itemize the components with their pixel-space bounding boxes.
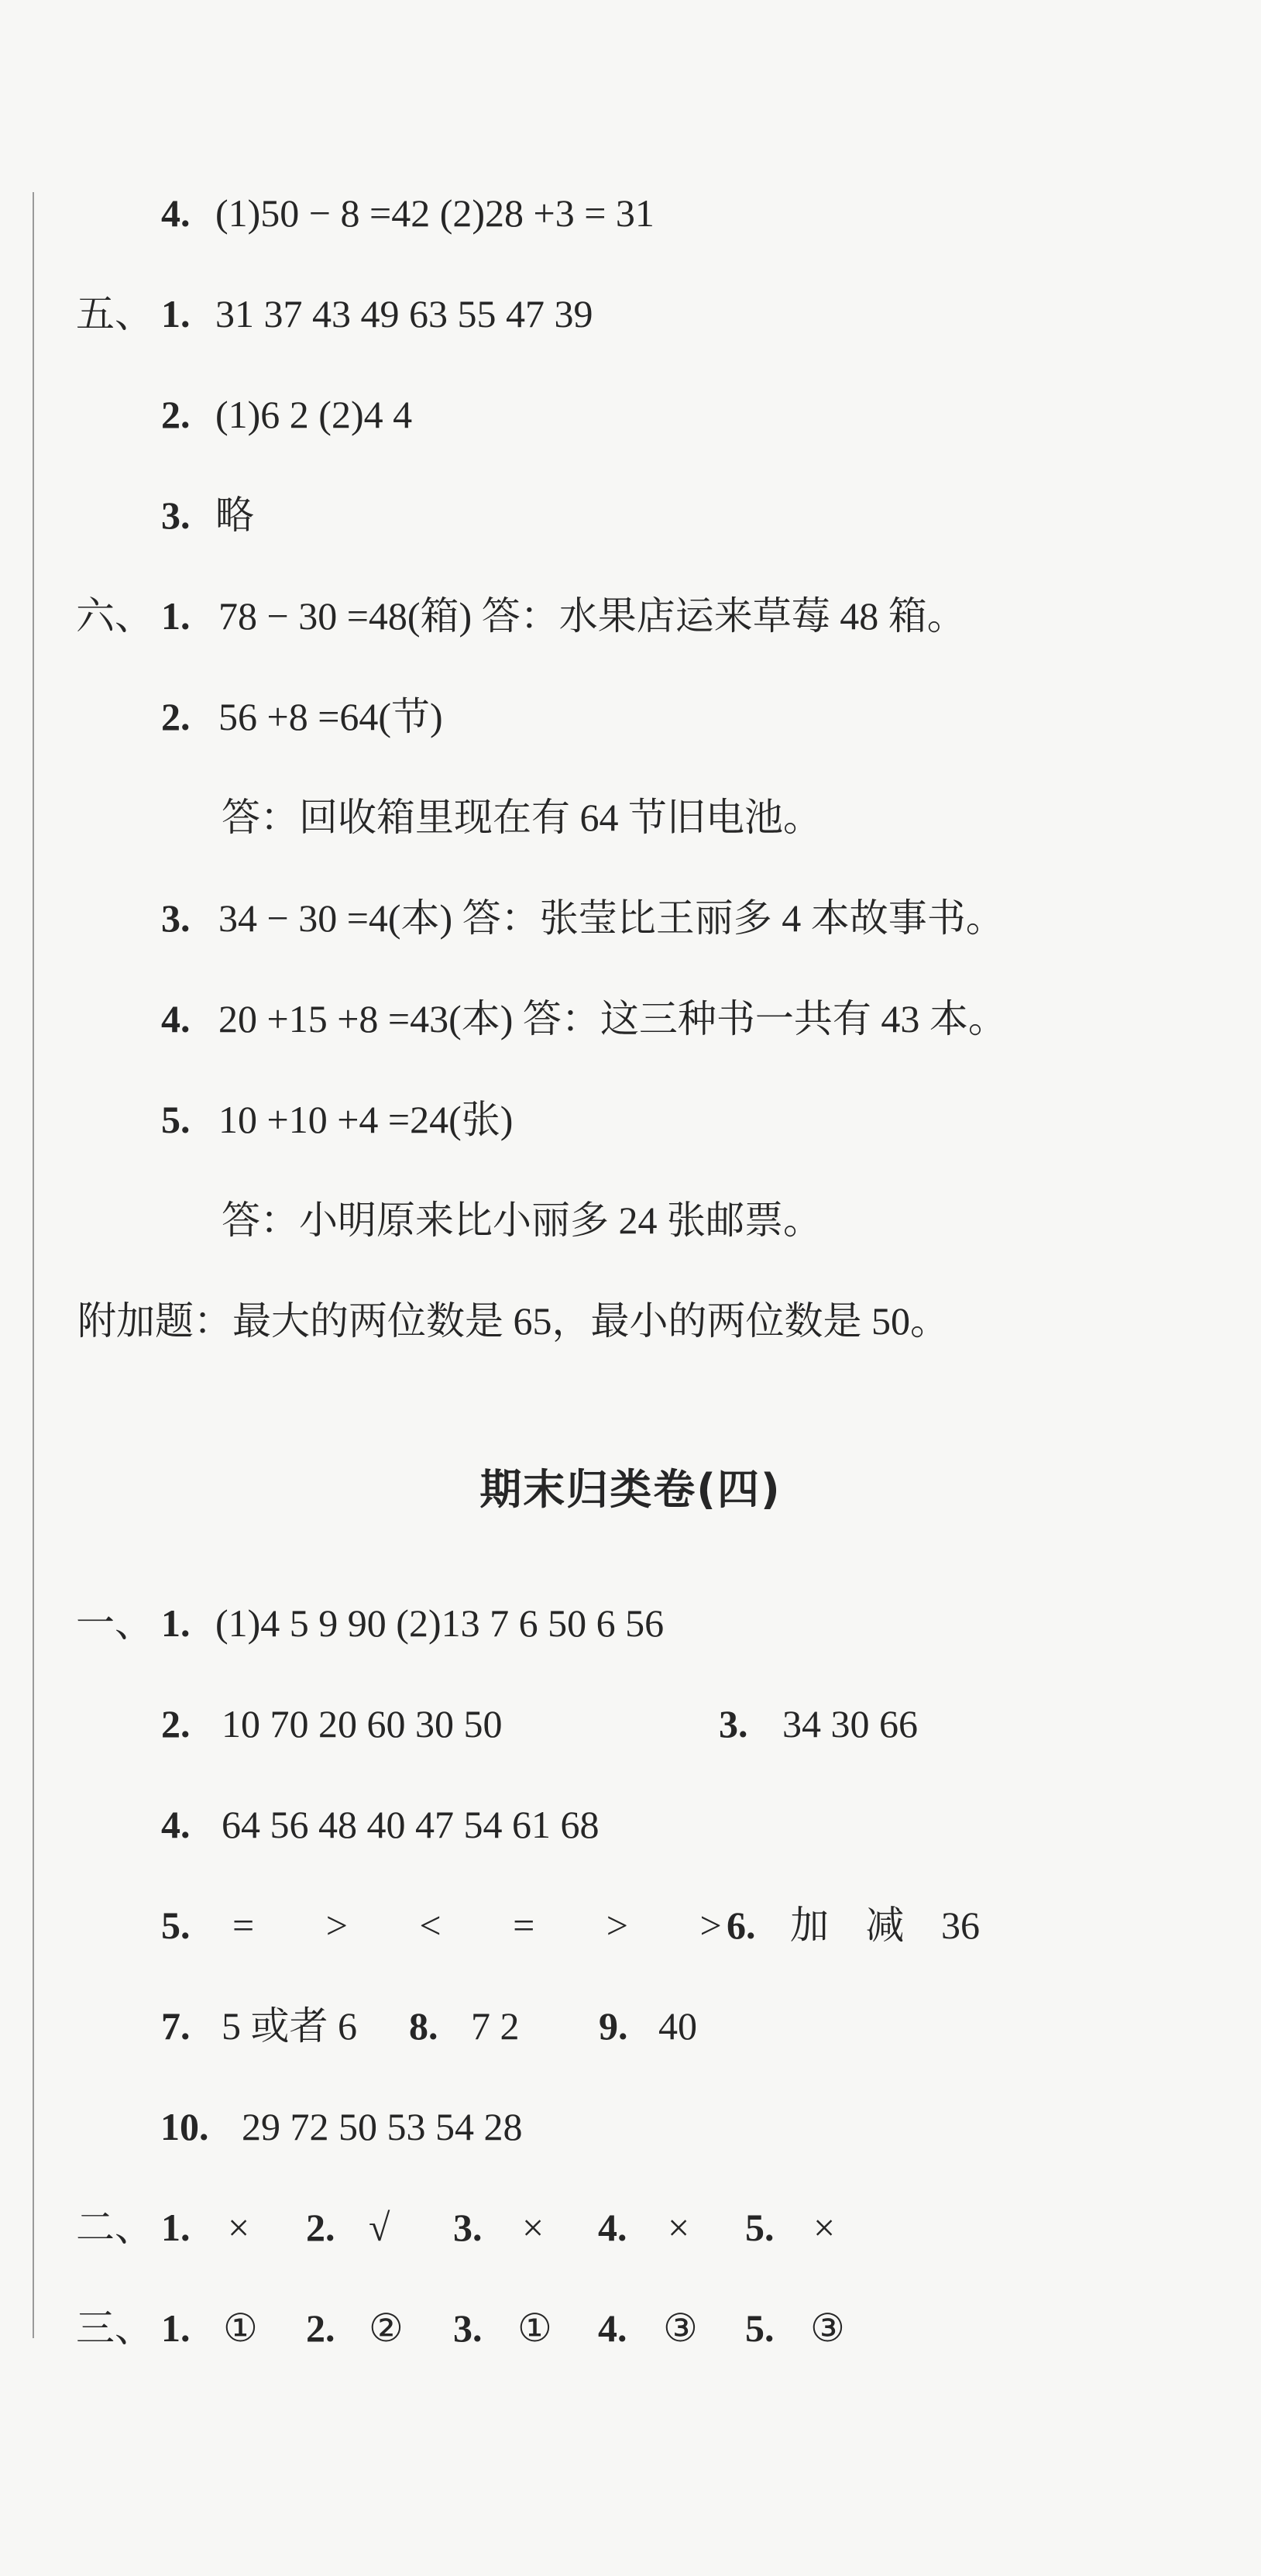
answer-text: 31 37 43 49 63 55 47 39 <box>215 292 593 335</box>
question-number: 2. <box>161 393 191 436</box>
question-number: 4. <box>161 191 191 235</box>
question-number: 2. <box>306 2206 335 2249</box>
answer-text: 10 +10 +4 =24(张) <box>218 1098 514 1141</box>
question-number: 2. <box>161 1702 191 1745</box>
question-number: 3. <box>161 494 191 537</box>
answer-text: ① <box>223 2306 258 2350</box>
question-number: 1. <box>161 2206 191 2249</box>
answer-text: 34 − 30 =4(本) 答：张莹比王丽多 4 本故事书。 <box>218 896 1005 940</box>
answer-text: 5 或者 6 <box>222 2004 357 2048</box>
answer-text: ③ <box>663 2306 698 2350</box>
question-number: 1. <box>161 2306 191 2350</box>
question-number: 7. <box>161 2004 191 2048</box>
question-number: 6. <box>727 1904 756 1947</box>
question-number: 5. <box>745 2206 775 2249</box>
question-number: 3. <box>453 2206 483 2249</box>
answer-text: 64 56 48 40 47 54 61 68 <box>222 1803 600 1846</box>
question-number: 1. <box>161 594 191 638</box>
section-label: 二、 <box>76 2206 153 2249</box>
page-title: 期末归类卷(四) <box>479 1465 782 1514</box>
margin-rule <box>33 192 34 2338</box>
question-number: 5. <box>161 1904 191 1947</box>
section-label: 五、 <box>76 292 153 335</box>
answer-text: (1)4 5 9 90 (2)13 7 6 50 6 56 <box>215 1601 665 1645</box>
answer-text: 40 <box>658 2004 697 2048</box>
answer-text: √ <box>369 2206 390 2249</box>
answer-text: 56 +8 =64(节) <box>218 695 443 738</box>
answer-text: × <box>668 2206 690 2249</box>
answer-text: ③ <box>810 2306 845 2350</box>
answer-text: 29 72 50 53 54 28 <box>242 2105 523 2148</box>
question-number: 1. <box>161 1601 191 1645</box>
section-label: 六、 <box>76 594 153 638</box>
question-number: 9. <box>599 2004 628 2048</box>
question-number: 3. <box>719 1702 748 1745</box>
answer-text: 略 <box>215 494 254 537</box>
answer-text: × <box>813 2206 836 2249</box>
question-number: 4. <box>161 997 191 1040</box>
question-number: 5. <box>161 1098 191 1141</box>
question-number: 4. <box>598 2206 627 2249</box>
answer-text: 答：回收箱里现在有 64 节旧电池。 <box>222 796 822 839</box>
answer-text: = > < = > > <box>232 1904 722 1947</box>
bonus-answer: 附加题：最大的两位数是 65，最小的两位数是 50。 <box>77 1299 949 1343</box>
answer-text: 10 70 20 60 30 50 <box>222 1702 503 1745</box>
answer-text: × <box>228 2206 250 2249</box>
question-number: 4. <box>598 2306 627 2350</box>
question-number: 3. <box>453 2306 483 2350</box>
answer-text: × <box>522 2206 545 2249</box>
question-number: 10. <box>160 2105 209 2148</box>
question-number: 3. <box>161 896 191 940</box>
answer-text: ② <box>369 2306 404 2350</box>
answer-text: 34 30 66 <box>782 1702 918 1745</box>
question-number: 4. <box>161 1803 191 1846</box>
answer-text: (1)6 2 (2)4 4 <box>215 393 413 436</box>
answer-text: 78 − 30 =48(箱) 答：水果店运来草莓 48 箱。 <box>218 594 966 638</box>
answer-text: (1)50 − 8 =42 (2)28 +3 = 31 <box>215 191 655 235</box>
question-number: 1. <box>161 292 191 335</box>
question-number: 2. <box>161 695 191 738</box>
answer-text: 20 +15 +8 =43(本) 答：这三种书一共有 43 本。 <box>218 997 1007 1040</box>
section-label: 三、 <box>76 2306 153 2350</box>
answer-text: ① <box>517 2306 552 2350</box>
question-number: 5. <box>745 2306 775 2350</box>
question-number: 2. <box>306 2306 335 2350</box>
answer-text: 加 减 36 <box>790 1904 980 1947</box>
question-number: 8. <box>409 2004 438 2048</box>
answer-text: 答：小明原来比小丽多 24 张邮票。 <box>222 1199 822 1242</box>
section-label: 一、 <box>76 1601 153 1645</box>
answer-text: 7 2 <box>471 2004 520 2048</box>
